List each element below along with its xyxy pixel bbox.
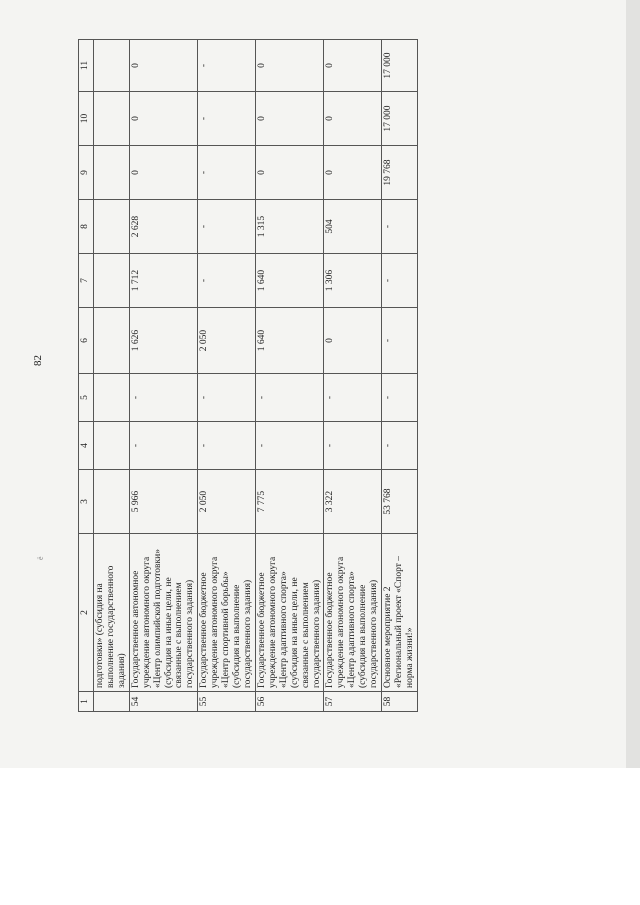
header-cell: 10 [79, 92, 94, 146]
header-cell: 3 [79, 470, 94, 534]
value-cell: 0 [255, 92, 324, 146]
value-cell [94, 422, 130, 470]
value-cell: 0 [255, 40, 324, 92]
description-cell: Государственное бюджетное учреждение автономного округа «Центр адаптивного спорта» (субсидия на иные цели, не связанные с выполнением государственного задания) [255, 534, 324, 692]
row-number-cell: 55 [198, 692, 256, 712]
value-cell: - [198, 254, 256, 308]
value-cell: 2 050 [198, 470, 256, 534]
value-cell: 0 [129, 146, 198, 200]
value-cell: 17 000 [382, 92, 418, 146]
row-number-cell [94, 692, 130, 712]
page-number: 82 [32, 355, 44, 366]
value-cell: 2 050 [198, 308, 256, 374]
value-cell: 0 [324, 308, 382, 374]
value-cell: 2 628 [129, 200, 198, 254]
header-cell: 1 [79, 692, 94, 712]
value-cell: 0 [129, 92, 198, 146]
table-body [79, 40, 418, 712]
value-cell: - [198, 146, 256, 200]
value-cell: 53 768 [382, 470, 418, 534]
value-cell: - [382, 200, 418, 254]
value-cell: 1 306 [324, 254, 382, 308]
value-cell: 3 322 [324, 470, 382, 534]
table-row [255, 40, 324, 712]
value-cell: 5 966 [129, 470, 198, 534]
value-cell [94, 40, 130, 92]
value-cell: 7 775 [255, 470, 324, 534]
table-row [382, 40, 418, 712]
description-cell: Государственное бюджетное учреждение автономного округа «Центр адаптивного спорта» (субсидия на выполнение государственного задания) [324, 534, 382, 692]
header-cell: 6 [79, 308, 94, 374]
value-cell: - [198, 422, 256, 470]
value-cell: 0 [129, 40, 198, 92]
table-row [198, 40, 256, 712]
budget-table [78, 39, 418, 712]
value-cell: - [382, 374, 418, 422]
value-cell: - [255, 422, 324, 470]
header-cell: 11 [79, 40, 94, 92]
scan-mark: ё [36, 556, 45, 560]
header-cell: 8 [79, 200, 94, 254]
row-number-cell: 57 [324, 692, 382, 712]
header-cell: 9 [79, 146, 94, 200]
value-cell: - [129, 422, 198, 470]
value-cell: - [324, 422, 382, 470]
budget-table-rotated [78, 40, 566, 712]
description-cell: Основное мероприятие 2 «Региональный проект «Спорт – норма жизни!» [382, 534, 418, 692]
value-cell [94, 308, 130, 374]
value-cell: - [198, 92, 256, 146]
value-cell: 19 768 [382, 146, 418, 200]
header-row [79, 40, 94, 712]
value-cell: - [382, 254, 418, 308]
value-cell: 17 000 [382, 40, 418, 92]
value-cell: - [129, 374, 198, 422]
value-cell: 1 640 [255, 308, 324, 374]
value-cell [94, 146, 130, 200]
value-cell [94, 92, 130, 146]
value-cell: - [324, 374, 382, 422]
header-cell: 2 [79, 534, 94, 692]
description-cell: подготовки» (субсидия на выполнение государственного задания) [94, 534, 130, 692]
description-cell: Государственное автономное учреждение автономного округа «Центр олимпийской подготовки» (субсидия на иные цели, не связанные с выполнением государственного задания) [129, 534, 198, 692]
value-cell: 1 712 [129, 254, 198, 308]
row-number-cell: 56 [255, 692, 324, 712]
page-edge [626, 0, 640, 768]
header-cell: 5 [79, 374, 94, 422]
value-cell [94, 200, 130, 254]
value-cell: 504 [324, 200, 382, 254]
value-cell: - [382, 422, 418, 470]
value-cell: - [255, 374, 324, 422]
value-cell: 0 [324, 146, 382, 200]
header-cell: 4 [79, 422, 94, 470]
table-row [129, 40, 198, 712]
value-cell: 1 315 [255, 200, 324, 254]
table-row [324, 40, 382, 712]
value-cell: 0 [324, 92, 382, 146]
value-cell [94, 470, 130, 534]
value-cell: 0 [255, 146, 324, 200]
value-cell: 1 626 [129, 308, 198, 374]
value-cell [94, 374, 130, 422]
table-row [94, 40, 130, 712]
row-number-cell: 58 [382, 692, 418, 712]
header-cell: 7 [79, 254, 94, 308]
description-cell: Государственное бюджетное учреждение автономного округа «Центр спортивной борьбы» (субсидия на выполнение государственного задания) [198, 534, 256, 692]
value-cell: 1 640 [255, 254, 324, 308]
value-cell: - [198, 374, 256, 422]
value-cell: 0 [324, 40, 382, 92]
row-number-cell: 54 [129, 692, 198, 712]
value-cell: - [382, 308, 418, 374]
value-cell: - [198, 40, 256, 92]
value-cell [94, 254, 130, 308]
value-cell: - [198, 200, 256, 254]
